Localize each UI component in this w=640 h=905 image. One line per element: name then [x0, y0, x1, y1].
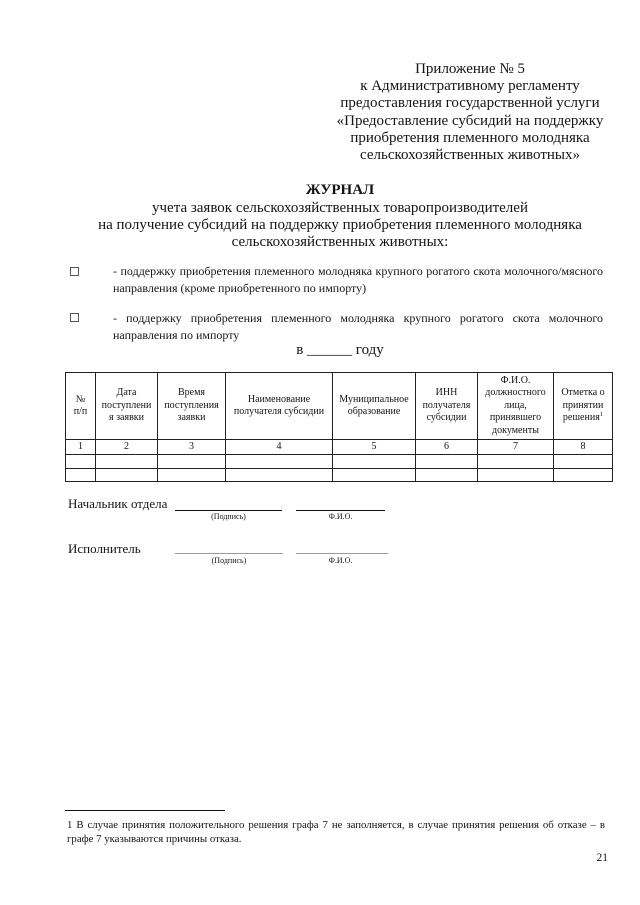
- head-of-department-label: Начальник отдела: [68, 496, 168, 511]
- column-number-cell: 4: [226, 440, 333, 455]
- table-cell: [478, 469, 554, 482]
- table-cell: [416, 469, 478, 482]
- table-cell: [416, 455, 478, 469]
- table-cell: [226, 455, 333, 469]
- table-cell: [554, 469, 613, 482]
- table-header-cell: Наименование получателя субсидии: [226, 373, 333, 440]
- table-cell: [226, 469, 333, 482]
- subtitle-line: сельскохозяйственных животных:: [231, 233, 449, 250]
- table-cell: [96, 469, 158, 482]
- table-cell: [158, 455, 226, 469]
- table-cell: [554, 455, 613, 469]
- column-number-cell: 3: [158, 440, 226, 455]
- table-cell: [333, 469, 416, 482]
- appendix-line: предоставления государственной услуги: [340, 95, 600, 112]
- table-cell: [96, 455, 158, 469]
- column-number-row: [66, 440, 613, 455]
- footnote-marker: 1: [67, 819, 73, 831]
- footnote-separator: [65, 810, 225, 811]
- table-header-cell: Время поступления заявки: [158, 373, 226, 440]
- footnote-text: В случае принятия положительного решения графа 7 не заполняется, в случае принятия решения об отказе – в графе 7 указываются причины отказа.: [67, 819, 605, 845]
- table-header-row: [66, 373, 613, 440]
- table-header-cell: № п/п: [66, 373, 96, 440]
- signature-caption: (Подпись): [211, 511, 246, 521]
- year-line: в ______ году: [296, 341, 384, 358]
- table-cell: [158, 469, 226, 482]
- column-number-cell: 7: [478, 440, 554, 455]
- column-number-cell: 8: [554, 440, 613, 455]
- appendix-line: «Предоставление субсидий на поддержку: [336, 112, 604, 129]
- page-number: 21: [596, 852, 608, 864]
- appendix-header: [330, 61, 610, 164]
- table-header-cell: Ф.И.О. должностного лица, принявшего документы: [478, 373, 554, 440]
- table-header-cell: ИНН получателя субсидии: [416, 373, 478, 440]
- table-header-cell: Отметка о принятии решения$^1$: [554, 373, 613, 440]
- footnote: [67, 818, 605, 846]
- table-row: [66, 469, 613, 482]
- journal-table: [65, 372, 613, 482]
- appendix-line: сельскохозяйственных животных»: [360, 147, 580, 164]
- appendix-line: к Административному регламенту: [360, 78, 580, 95]
- option-text: - поддержку приобретения племенного молодняка крупного рогатого скота молочного/мясного направления (кроме приобретенного по импорту): [113, 264, 603, 295]
- table-row: [66, 455, 613, 469]
- option-text: - поддержку приобретения племенного молодняка крупного рогатого скота молочного направления по импорту: [113, 310, 603, 342]
- journal-title: ЖУРНАЛ: [305, 182, 375, 198]
- footnote-ref: 1: [599, 411, 604, 419]
- journal-subtitle: [40, 200, 640, 251]
- table-cell: [478, 455, 554, 469]
- appendix-line: приобретения племенного молодняка: [350, 129, 590, 146]
- subtitle-line: на получение субсидий на поддержку приобретения племенного молодняка: [98, 216, 582, 233]
- column-number-cell: 5: [333, 440, 416, 455]
- column-number-cell: 6: [416, 440, 478, 455]
- empty-checkbox-icon: [70, 267, 79, 276]
- name-caption: Ф.И.О.: [328, 556, 353, 565]
- table-cell: [333, 455, 416, 469]
- appendix-line: Приложение № 5: [415, 61, 525, 77]
- signature-caption: (Подпись): [211, 556, 247, 565]
- empty-checkbox-icon: [70, 313, 79, 322]
- column-number-cell: 2: [96, 440, 158, 455]
- column-number-cell: 1: [66, 440, 96, 455]
- signature-line: [175, 553, 283, 554]
- executor-label: Исполнитель: [68, 541, 141, 556]
- table-header-cell: Муниципальное образование: [333, 373, 416, 440]
- name-line: [296, 553, 388, 554]
- subtitle-line: учета заявок сельскохозяйственных товаропроизводителей: [152, 199, 528, 216]
- table-cell: [66, 455, 96, 469]
- name-caption: Ф.И.О.: [328, 511, 353, 521]
- table-cell: [66, 469, 96, 482]
- table-header-cell: Дата поступлени я заявки: [96, 373, 158, 440]
